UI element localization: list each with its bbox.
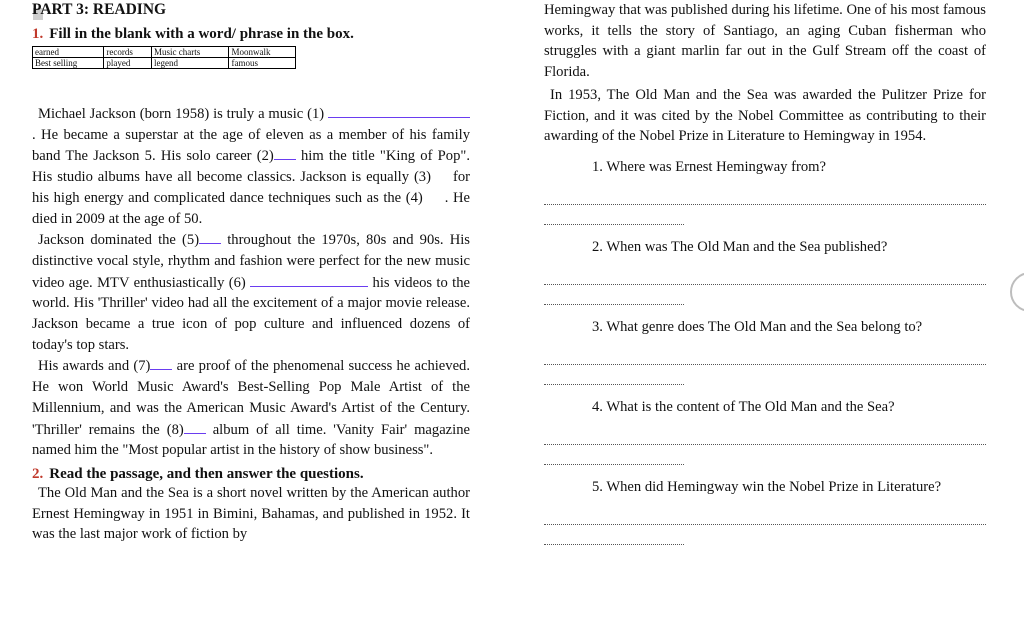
word-box-cell: Music charts xyxy=(152,47,229,58)
paragraph-3 xyxy=(32,355,470,461)
question-2-heading xyxy=(32,465,470,483)
question-item: 1. Where was Ernest Hemingway from? xyxy=(592,158,826,175)
p1-part-e: . He died in 2009 at the age of 50. xyxy=(32,189,470,227)
word-box-cell: famous xyxy=(229,58,296,69)
question-1-text: Fill in the blank with a word/ phrase in the box. xyxy=(49,26,354,42)
p1-part-b: . He became a superstar at the age of eleven as a member of his family band The Jackson 5. His solo career (2) xyxy=(32,126,470,165)
p3-part-c: album of all time. 'Vanity Fair' magazine named him the "Most popular artist in the history of show business". xyxy=(32,421,470,459)
passage-left: The Old Man and the Sea is a short novel written by the American author Ernest Hemingway in 1951 in Bimini, Bahamas, and published in 1952. It was the last major work of fiction by xyxy=(32,484,470,543)
paragraph-2 xyxy=(32,229,470,355)
p3-part-a: His awards and (7) xyxy=(38,358,151,375)
right-column xyxy=(544,0,986,545)
left-column xyxy=(32,0,470,545)
blank-8[interactable] xyxy=(184,419,206,434)
passage-right-2: In 1953, The Old Man and the Sea was awarded the Pulitzer Prize for Fiction, and it was cited by the Nobel Committee as contributing to their awarding of the Nobel Prize in Literature to Hemingway in 1954. xyxy=(544,86,986,145)
blank-7[interactable] xyxy=(150,355,172,370)
word-box-cell: Best selling xyxy=(33,58,104,69)
passage-right-1: Hemingway that was published during his lifetime. One of his most famous works, it tells the story of Santiago, an aging Cuban fisherman who struggles with a giant marlin far out in the Gulf Stream off the coast of Florida. xyxy=(544,2,986,81)
word-box-cell: earned xyxy=(33,47,104,58)
p3-part-b: are proof of the phenomenal success he achieved. He won World Music Award's Best-Selling Pop Male Artist of the Millennium, and was the American Music Award's Artist of the Century. 'Thriller' remains the (8) xyxy=(32,358,471,438)
word-box xyxy=(32,46,296,69)
word-box-row xyxy=(33,58,296,69)
question-item: 3. What genre does The Old Man and the Sea belong to? xyxy=(592,318,923,335)
word-box-cell: played xyxy=(104,58,152,69)
p1-part-d: for his high energy and complicated dance techniques such as the (4) xyxy=(32,169,470,206)
p1-part-c: him the title "King of Pop". His studio albums have all become classics. Jackson is equally (3) xyxy=(32,148,470,186)
word-box-cell: legend xyxy=(152,58,229,69)
p1-part-a: Michael Jackson (born 1958) is truly a music (1) xyxy=(38,106,325,122)
p2-part-a: Jackson dominated the (5) xyxy=(38,232,200,249)
blank-1[interactable] xyxy=(328,103,470,118)
question-2-text: Read the passage, and then answer the questions. xyxy=(49,465,364,482)
p2-part-b: throughout the 1970s, 80s and 90s. His distinctive vocal style, rhythm and fashion were perfect for the new music video age. MTV enthusiastically (6) xyxy=(32,232,470,291)
blank-6[interactable] xyxy=(250,272,368,287)
word-box-cell: Moonwalk xyxy=(229,47,296,58)
question-1-number: 1. xyxy=(32,26,44,42)
blank-5[interactable] xyxy=(199,229,221,244)
question-2-number: 2. xyxy=(32,465,44,482)
word-box-cell: records xyxy=(104,47,152,58)
question-item: 4. What is the content of The Old Man and the Sea? xyxy=(592,398,895,415)
word-box-row xyxy=(33,47,296,58)
answer-line[interactable] xyxy=(544,543,684,545)
scroll-handle[interactable] xyxy=(1010,272,1024,312)
p2-part-c: his videos to the world. His 'Thriller' video had all the excitement of a major movie release. Jackson became a true icon of pop culture and influenced dozens of today's top stars. xyxy=(32,274,470,353)
question-item: 2. When was The Old Man and the Sea published? xyxy=(592,238,888,255)
question-item: 5. When did Hemingway win the Nobel Prize in Literature? xyxy=(592,478,942,495)
blank-2[interactable] xyxy=(274,145,296,160)
part-title: PART 3: READING xyxy=(32,1,167,18)
paragraph-1 xyxy=(32,103,470,229)
question-1-heading xyxy=(32,25,470,43)
